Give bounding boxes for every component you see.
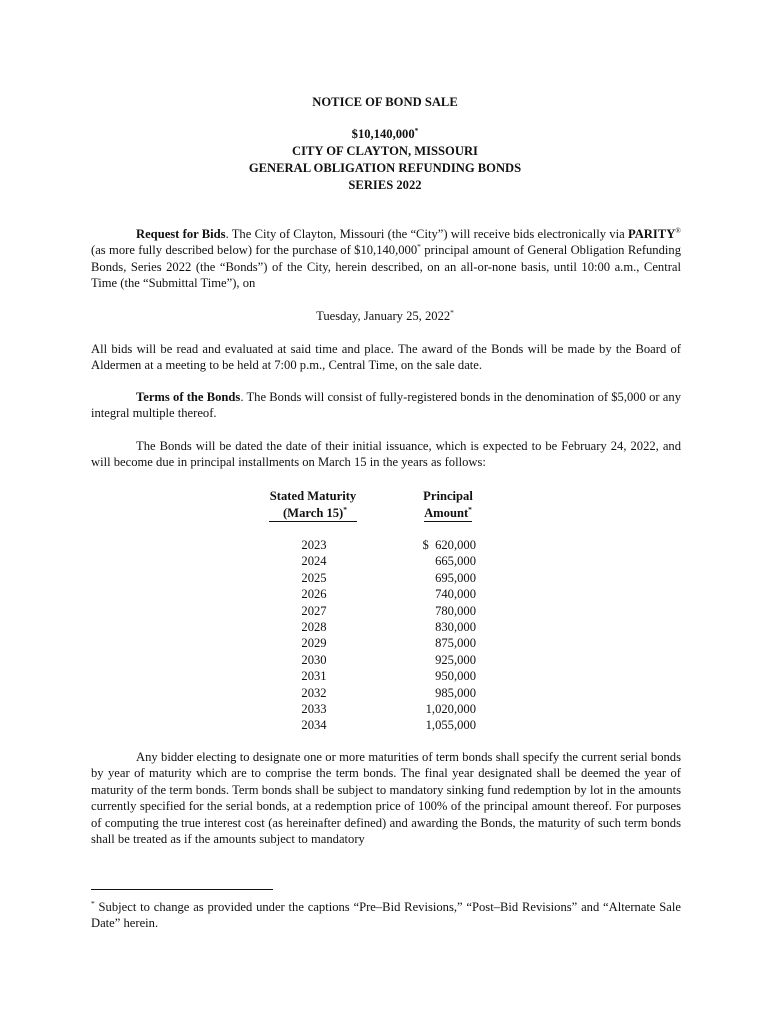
maturity-header-line-1: Stated Maturity [269, 489, 357, 503]
sale-date-mark: * [450, 307, 454, 317]
bond-amount-value: $10,140,000 [351, 127, 415, 141]
request-text-2: (as more fully described below) for the purchase of $10,140,000 [91, 243, 418, 258]
evaluation-paragraph: All bids will be read and evaluated at said time and place. The award of the Bonds will be made by the Board of Aldermen at a meeting to be held at 7:00 p.m., Central Time, on the sale date. [91, 342, 681, 373]
issuer-name: CITY OF CLAYTON, MISSOURI [292, 144, 478, 158]
principal-amount: 695,000 [435, 570, 476, 585]
principal-amount: 740,000 [435, 587, 476, 602]
maturity-header-line-2-text: (March 15) [282, 505, 344, 520]
principal-amount: 830,000 [435, 620, 476, 635]
principal-amount: 985,000 [435, 685, 476, 700]
maturity-year: 2025 [301, 570, 327, 585]
sale-date-text: Tuesday, January 25, 2022 [316, 309, 451, 323]
principal-amount: 875,000 [435, 636, 476, 651]
maturity-year: 2034 [301, 718, 327, 733]
bond-amount [0, 126, 770, 143]
maturity-years-column [290, 537, 338, 734]
maturity-year: 2028 [301, 620, 327, 635]
footnote-rule [91, 889, 273, 890]
principal-amounts-column [412, 537, 476, 734]
maturity-year: 2024 [301, 554, 327, 569]
terms-text: . The Bonds will consist of fully-registered bonds in the denomination of $5,000 or any integral multiple thereof. [91, 390, 681, 421]
principal-amount: 950,000 [435, 669, 476, 684]
principal-amount: 780,000 [435, 603, 476, 618]
maturity-year: 2023 [301, 538, 327, 552]
footnote-mark: * [91, 898, 95, 908]
amount-header-line-2 [424, 505, 472, 523]
maturity-column-header [254, 488, 372, 522]
maturity-year: 2032 [301, 685, 327, 700]
terms-heading: Terms of the Bonds [136, 390, 241, 404]
bond-amount-mark: * [414, 125, 419, 135]
principal-amount: 1,020,000 [425, 702, 476, 717]
principal-amount: 925,000 [435, 652, 476, 667]
principal-amount: 1,055,000 [425, 718, 476, 733]
amount-column-header [404, 488, 492, 522]
footnote [91, 899, 681, 931]
principal-amount: 665,000 [435, 554, 476, 569]
parity-name: PARITY [627, 227, 676, 241]
maturity-header-mark: * [343, 504, 348, 514]
parity-registered-mark: ® [675, 225, 681, 235]
term-bonds-paragraph: Any bidder electing to designate one or more maturities of term bonds shall specify the current serial bonds by year of maturity which are to comprise the term bonds. The final year designated shall be deemed the year of maturity of the term bonds. Term bonds shall be subject to mandatory sinking fund redemption by lot in the amounts currently specified for the serial bonds, at a redemption price of 100% of the principal amount thereof. For purposes of computing the true interest cost (as hereinafter defined) and awarding the Bonds, the maturity of such term bonds shall be treated as if the amounts subject to mandatory [91, 750, 681, 847]
sale-date [0, 308, 770, 324]
terms-paragraph [91, 389, 681, 422]
notice-title: NOTICE OF BOND SALE [312, 95, 458, 109]
request-for-bids-paragraph [91, 226, 681, 292]
maturity-year: 2033 [301, 702, 327, 717]
request-text-3: principal amount of General Obligation Refunding Bonds, Series 2022 (the “Bonds”) of the City, herein described, on an all-or-none basis, until 10:00 a.m., Central Time (the “Submittal Time”), on [91, 243, 681, 291]
amount-header-mark: * [468, 504, 472, 514]
maturity-year: 2030 [301, 652, 327, 667]
amount-header-line-1: Principal [423, 489, 473, 503]
request-text-1: . The City of Clayton, Missouri (the “City”) will receive bids electronically via [225, 227, 628, 241]
bond-series: SERIES 2022 [348, 178, 422, 192]
maturity-year: 2029 [301, 636, 327, 651]
maturity-year: 2031 [301, 669, 327, 684]
amount-header-line-2-text: Amount [424, 505, 469, 520]
request-amount-mark: * [417, 242, 421, 252]
principal-amount: $ 620,000 [422, 538, 476, 552]
bond-name: GENERAL OBLIGATION REFUNDING BONDS [248, 161, 522, 175]
maturity-header-line-2 [269, 505, 357, 523]
maturity-year: 2026 [301, 587, 327, 602]
footnote-text: Subject to change as provided under the captions “Pre–Bid Revisions,” “Post–Bid Revisions” and “Alternate Sale Date” herein. [91, 900, 681, 930]
request-for-bids-heading: Request for Bids [136, 227, 226, 241]
maturity-year: 2027 [301, 603, 327, 618]
dated-paragraph: The Bonds will be dated the date of their initial issuance, which is expected to be February 24, 2022, and will become due in principal installments on March 15 in the years as follows: [91, 439, 681, 470]
